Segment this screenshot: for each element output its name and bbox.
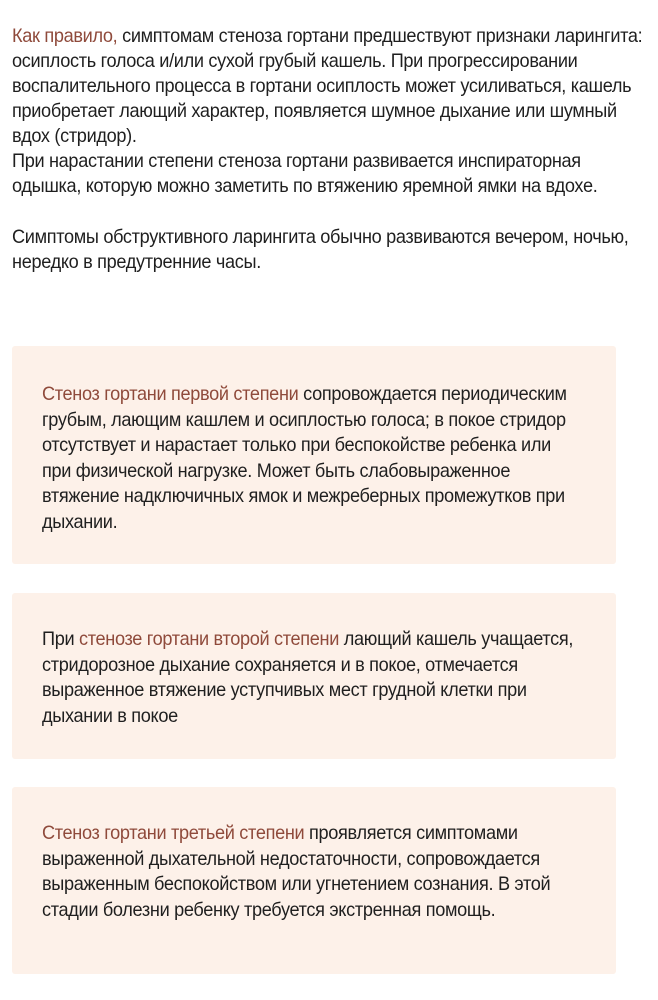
intro-paragraph-2: Симптомы обструктивного ларингита обычно развиваются вечером, ночью, нередко в предутренние часы.	[12, 226, 629, 273]
card-accent-phrase: Стеноз гортани первой степени	[42, 383, 299, 405]
intro-paragraph-1-continued: При нарастании степени стеноза гортани развивается инспираторная одышка, которую можно заметить по втяжению яремной ямки на вдохе.	[12, 150, 598, 197]
intro-paragraph-1	[12, 24, 654, 199]
card-text	[42, 382, 581, 535]
intro-accent-phrase: Как правило,	[12, 25, 118, 47]
card-lead-text: При	[42, 628, 79, 650]
card-body-text: лающий кашель учащается, стридорозное дыхание сохраняется и в покое, отмечается выраженное втяжение уступчивых мест грудной клетки при дыхании в покое	[42, 628, 574, 727]
card-body-text: проявляется симптомами выраженной дыхательной недостаточности, сопровождается выраженным беспокойством или угнетением сознания. В этой стадии болезни ребенку требуется экстренная помощь.	[42, 822, 551, 921]
stenosis-degree-1-card	[12, 346, 616, 564]
card-accent-phrase: Стеноз гортани третьей степени	[42, 822, 305, 844]
card-text	[42, 821, 581, 923]
card-text	[42, 627, 581, 729]
stenosis-degree-2-card	[12, 593, 616, 759]
stenosis-degree-3-card	[12, 787, 616, 974]
card-body-text: сопровождается периодическим грубым, лающим кашлем и осиплостью голоса; в покое стридор отсутствует и нарастает только при беспокойстве ребенка или при физической нагрузке. Может быть слабовыраженное втяжение надключичных ямок и межреберных промежутков при дыхании.	[42, 383, 567, 533]
intro-text	[12, 24, 654, 275]
intro-paragraph-1-text: симптомам стеноза гортани предшествуют признаки ларингита: осиплость голоса и/или сухой грубый кашель. При прогрессировании воспалительного процесса в гортани осиплость может усиливаться, кашель приобретает лающий характер, появляется шумное дыхание или шумный вдох (стридор).	[12, 25, 643, 147]
card-accent-phrase: стенозе гортани второй степени	[78, 628, 340, 650]
